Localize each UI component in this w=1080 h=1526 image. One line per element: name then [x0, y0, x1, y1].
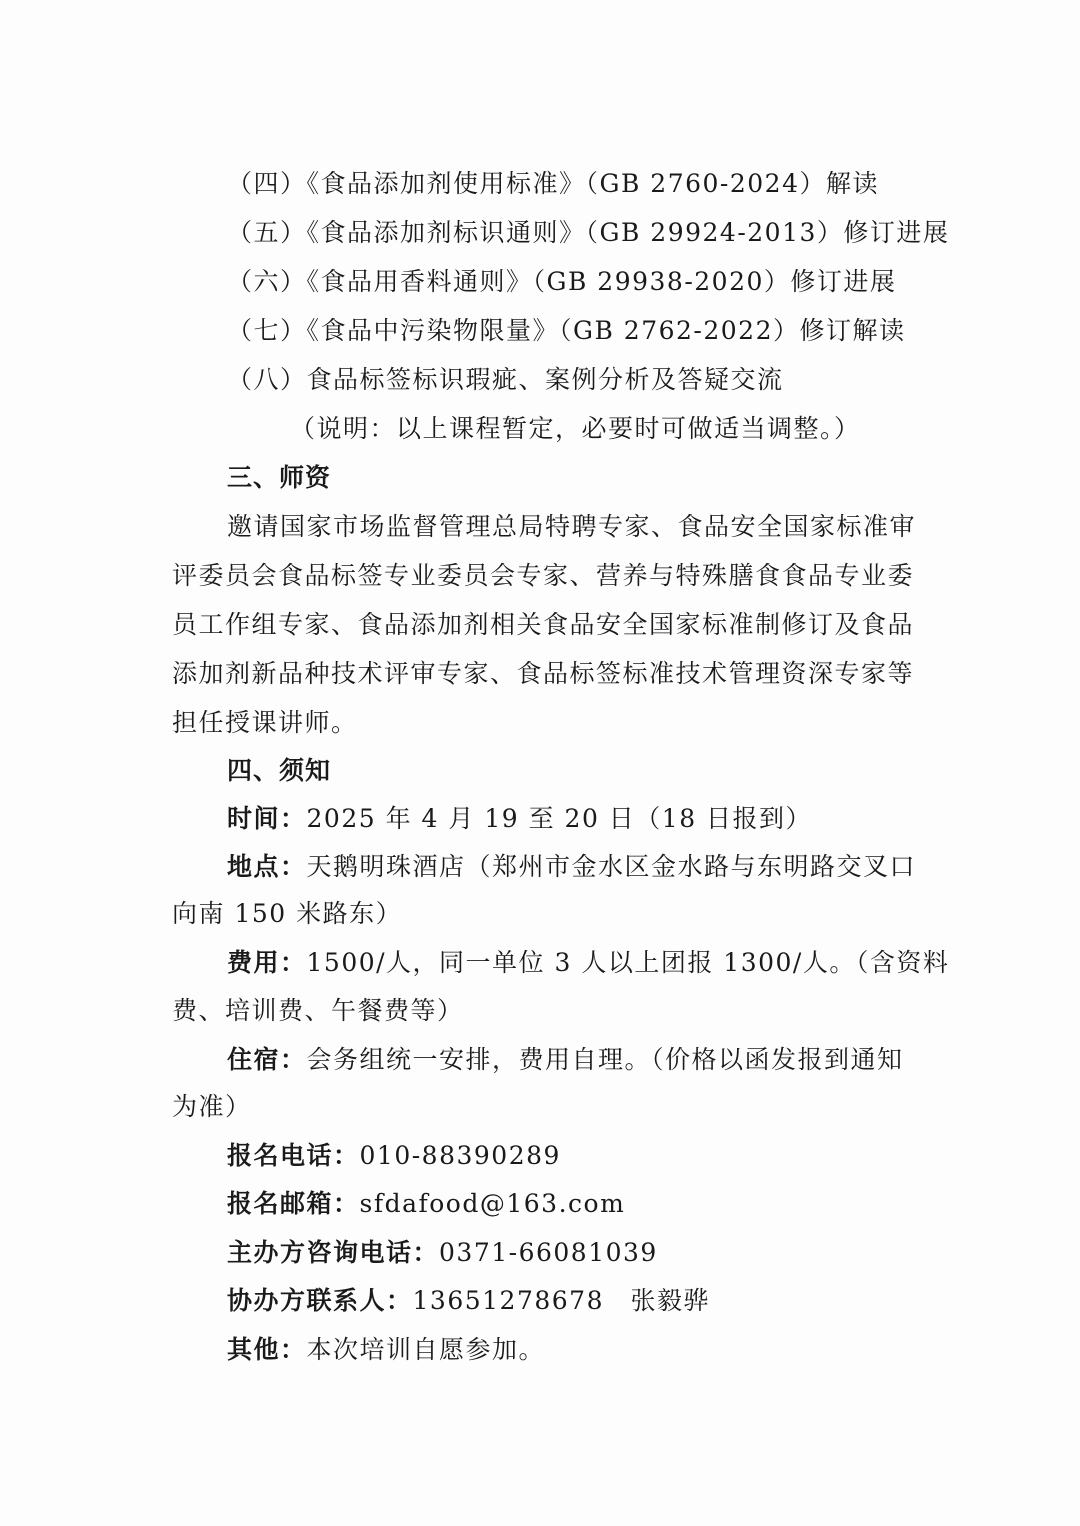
course-item-4: （四）《食品添加剂使用标准》（GB 2760-2024）解读	[227, 169, 879, 198]
other-value: 本次培训自愿参加。	[306, 1335, 546, 1364]
lodging-value: 会务组统一安排，费用自理。（价格以函发报到通知	[306, 1045, 904, 1074]
notice-co-contact	[227, 1284, 1007, 1318]
teachers-line-2: 评委员会食品标签专业委员会专家、营养与特殊膳食食品专业委	[172, 561, 915, 590]
notice-time	[227, 802, 1007, 836]
section-title-notice: 四、须知	[227, 756, 332, 785]
notice-location	[227, 850, 1007, 884]
lodging-label: 住宿：	[227, 1045, 307, 1074]
host-phone-value: 0371-66081039	[439, 1238, 658, 1267]
notice-other	[227, 1333, 1007, 1367]
time-label: 时间：	[227, 804, 307, 833]
notice-email	[227, 1187, 1007, 1221]
email-label: 报名邮箱：	[227, 1189, 360, 1218]
location-cont: 向南 150 米路东）	[172, 899, 403, 928]
teachers-line-1: 邀请国家市场监督管理总局特聘专家、食品安全国家标准审	[227, 512, 917, 541]
email-value: sfdafood@163.com	[359, 1189, 626, 1218]
co-contact-label: 协办方联系人：	[227, 1286, 413, 1315]
time-value: 2025 年 4 月 19 至 20 日（18 日报到）	[306, 804, 813, 833]
course-item-8: （八）食品标签标识瑕疵、案例分析及答疑交流	[227, 365, 784, 394]
section-title-teachers: 三、师资	[227, 463, 332, 492]
fee-value: 1500/人，同一单位 3 人以上团报 1300/人。（含资料	[306, 948, 950, 977]
phone-label: 报名电话：	[227, 1141, 360, 1170]
location-label: 地点：	[227, 852, 307, 881]
phone-value: 010-88390289	[359, 1141, 561, 1170]
course-item-7: （七）《食品中污染物限量》（GB 2762-2022）修订解读	[227, 316, 906, 345]
teachers-line-5: 担任授课讲师。	[172, 708, 358, 737]
notice-lodging	[227, 1043, 1007, 1077]
notice-fee	[227, 946, 1007, 980]
other-label: 其他：	[227, 1335, 307, 1364]
course-note: （说明：以上课程暂定，必要时可做适当调整。）	[290, 414, 861, 443]
notice-host-phone	[227, 1236, 1007, 1270]
notice-phone	[227, 1139, 1007, 1173]
course-item-6: （六）《食品用香料通则》（GB 29938-2020）修订进展	[227, 267, 897, 296]
teachers-line-4: 添加剂新品种技术评审专家、食品标签标准技术管理资深专家等	[172, 659, 915, 688]
lodging-cont: 为准）	[172, 1092, 252, 1121]
co-contact-value: 13651278678 张毅骅	[412, 1286, 710, 1315]
location-value: 天鹅明珠酒店（郑州市金水区金水路与东明路交叉口	[306, 852, 917, 881]
fee-cont: 费、培训费、午餐费等）	[172, 996, 464, 1025]
teachers-line-3: 员工作组专家、食品添加剂相关食品安全国家标准制修订及食品	[172, 610, 915, 639]
host-phone-label: 主办方咨询电话：	[227, 1238, 440, 1267]
fee-label: 费用：	[227, 948, 307, 977]
course-item-5: （五）《食品添加剂标识通则》（GB 29924-2013）修订进展	[227, 218, 950, 247]
